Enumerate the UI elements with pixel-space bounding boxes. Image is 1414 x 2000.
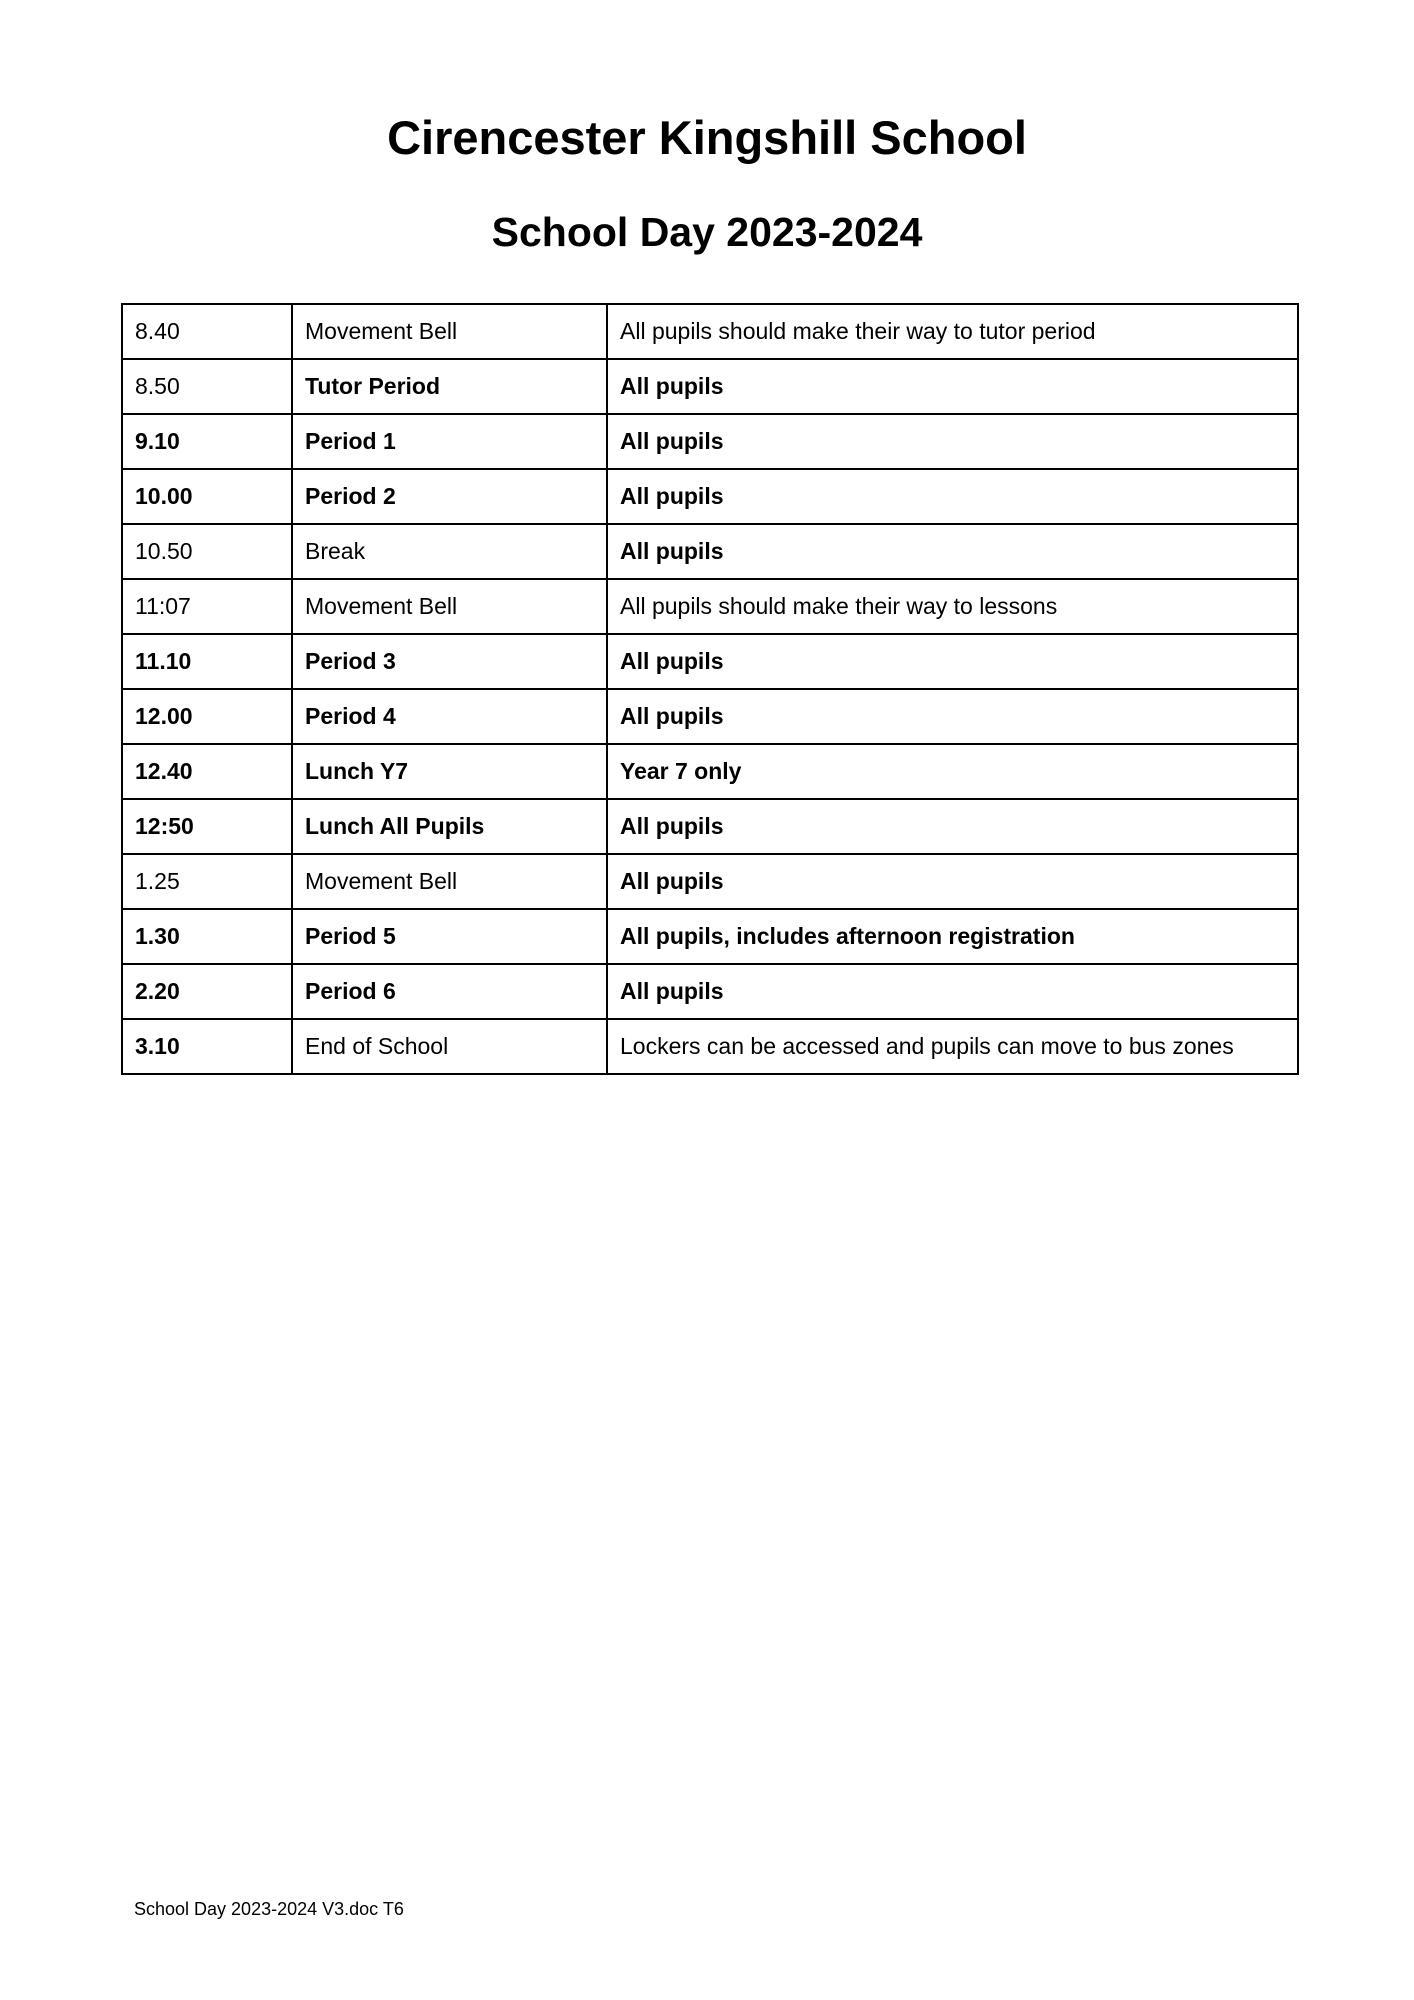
table-row [122,414,1298,469]
note-cell: All pupils [607,634,1298,689]
table-row [122,744,1298,799]
time-cell: 12.00 [122,689,292,744]
note-cell: All pupils [607,689,1298,744]
time-cell: 10.00 [122,469,292,524]
time-cell: 12:50 [122,799,292,854]
note-cell: Lockers can be accessed and pupils can move to bus zones [607,1019,1298,1074]
event-cell: Period 5 [292,909,607,964]
note-cell: All pupils [607,359,1298,414]
time-cell: 11.10 [122,634,292,689]
table-row [122,799,1298,854]
note-cell: Year 7 only [607,744,1298,799]
table-row [122,689,1298,744]
table-row [122,304,1298,359]
document-title: Cirencester Kingshill School [387,111,1027,164]
note-cell: All pupils [607,799,1298,854]
school-day-table-body [122,304,1298,1074]
event-cell: Period 3 [292,634,607,689]
note-cell: All pupils [607,964,1298,1019]
table-row [122,469,1298,524]
table-row [122,359,1298,414]
document-subtitle: School Day 2023-2024 [491,209,923,255]
time-cell: 11:07 [122,579,292,634]
table-row [122,579,1298,634]
school-day-table [121,303,1299,1075]
time-cell: 8.40 [122,304,292,359]
time-cell: 3.10 [122,1019,292,1074]
event-cell: Lunch Y7 [292,744,607,799]
table-row [122,524,1298,579]
event-cell: End of School [292,1019,607,1074]
table-row [122,964,1298,1019]
table-row [122,909,1298,964]
time-cell: 1.30 [122,909,292,964]
event-cell: Period 4 [292,689,607,744]
time-cell: 8.50 [122,359,292,414]
time-cell: 12.40 [122,744,292,799]
event-cell: Movement Bell [292,579,607,634]
note-cell: All pupils, includes afternoon registration [607,909,1298,964]
event-cell: Period 6 [292,964,607,1019]
document-footer: School Day 2023-2024 V3.doc T6 [134,1899,404,1919]
table-row [122,634,1298,689]
event-cell: Tutor Period [292,359,607,414]
note-cell: All pupils should make their way to lessons [607,579,1298,634]
time-cell: 1.25 [122,854,292,909]
event-cell: Movement Bell [292,304,607,359]
table-row [122,854,1298,909]
note-cell: All pupils [607,469,1298,524]
event-cell: Period 2 [292,469,607,524]
event-cell: Lunch All Pupils [292,799,607,854]
time-cell: 2.20 [122,964,292,1019]
time-cell: 9.10 [122,414,292,469]
note-cell: All pupils [607,854,1298,909]
event-cell: Period 1 [292,414,607,469]
event-cell: Break [292,524,607,579]
note-cell: All pupils should make their way to tutor period [607,304,1298,359]
note-cell: All pupils [607,414,1298,469]
event-cell: Movement Bell [292,854,607,909]
note-cell: All pupils [607,524,1298,579]
time-cell: 10.50 [122,524,292,579]
table-row [122,1019,1298,1074]
